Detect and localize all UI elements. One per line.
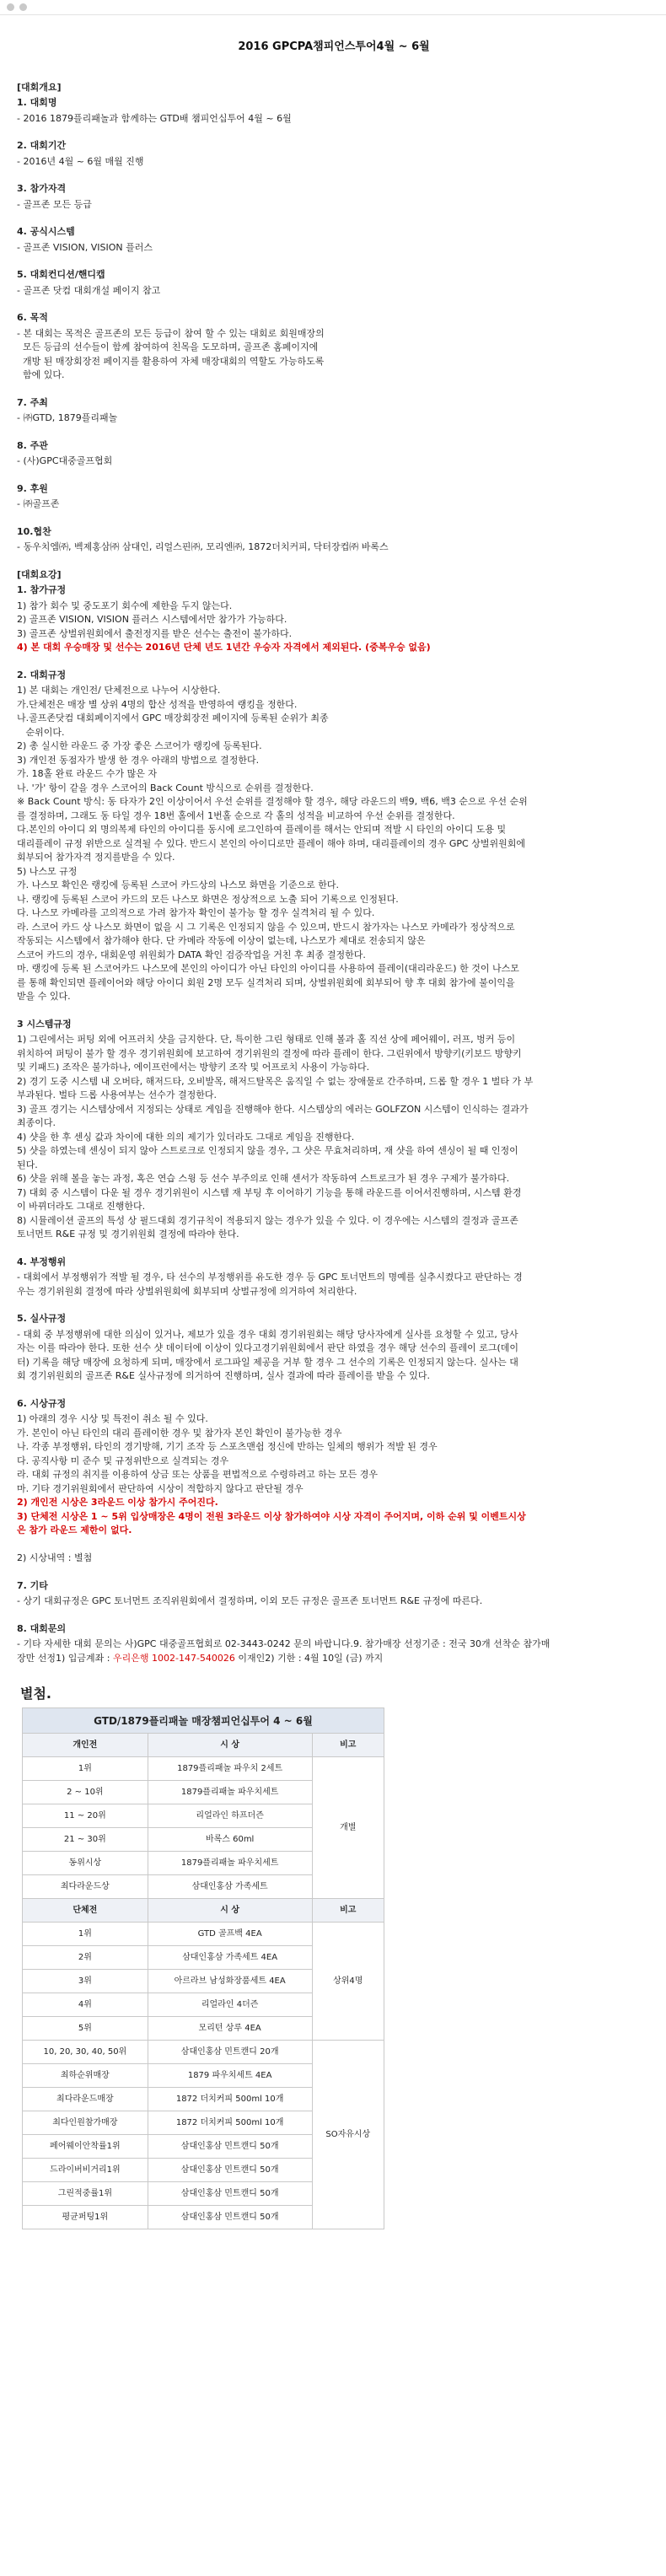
rank-cell: 2위 bbox=[23, 1946, 148, 1970]
text-line: 대리플레이 규정 위반으로 실격될 수 있다. 반드시 본인의 아이디로만 플레이 해야 하며, 대리플레이의 경우 GPC 상벌위원회에 bbox=[17, 837, 525, 849]
text-line: 나.골프존닷컴 대회페이지에서 GPC 매장회장전 페이지에 등록된 순위가 최종 bbox=[17, 713, 329, 723]
rank-cell: 3위 bbox=[23, 1970, 148, 1993]
section-lines bbox=[17, 454, 651, 469]
text-line: 터) 기록을 해당 매장에 요청하게 되며, 매장에서 로그파일 제공을 거부 할 경우 그 선수의 기록은 인정되지 않는다. 실사는 대 bbox=[17, 1356, 518, 1368]
text-line: 받을 수 있다. bbox=[17, 991, 71, 1002]
text-line: 나. 각종 부정행위, 타인의 경기방해, 기기 조작 등 스포츠맨쉽 정신에 반하는 일체의 행위가 적발 된 경우 bbox=[17, 1441, 438, 1452]
text-line: - 골프존 VISION, VISION 플러스 bbox=[17, 241, 153, 253]
prize-cell: 삼대인홍삼 민트캔디 50개 bbox=[148, 2206, 312, 2229]
highlight-line: 3) 단체전 시상은 1 ~ 5위 입상매장은 4명이 전원 3라운드 이상 참가하여야 시상 자격이 주어지며, 이하 순위 및 이벤트시상 bbox=[17, 1510, 526, 1522]
section-heading: 7. 기타 bbox=[17, 1579, 48, 1591]
rules-heading: [대회요강] bbox=[17, 568, 62, 580]
prize-cell: 1879플리패놀 파우치세트 bbox=[148, 1781, 312, 1804]
section-lines bbox=[17, 1033, 651, 1242]
text-line: - 2016년 4월 ~ 6월 매월 진행 bbox=[17, 155, 144, 167]
table-header-cell: 단체전 bbox=[23, 1899, 148, 1923]
text-line: - (사)GPC대중골프협회 bbox=[17, 455, 113, 466]
text-line: 우는 경기위원회 결정에 따라 상벌위원회에 회부되며 상벌규정에 의거하여 처리한다. bbox=[17, 1285, 357, 1297]
prize-cell: 모리턴 상루 4EA bbox=[148, 2017, 312, 2041]
prize-cell: 바록스 60ml bbox=[148, 1828, 312, 1852]
rank-cell: 11 ~ 20위 bbox=[23, 1804, 148, 1828]
text-line: 가. 18홀 완료 라운드 수가 많은 자 bbox=[17, 768, 157, 779]
text-line: - 골프존 닷컴 대회개설 페이지 참고 bbox=[17, 284, 161, 296]
section-heading: 4. 공식시스템 bbox=[17, 226, 75, 237]
table-header-cell: 비고 bbox=[312, 1899, 384, 1923]
text-line: 순위이다. bbox=[17, 726, 65, 738]
section-block bbox=[17, 96, 651, 126]
section-heading: 5. 실사규정 bbox=[17, 1313, 67, 1324]
text-line: 함에 있다. bbox=[17, 369, 65, 380]
section-lines bbox=[17, 327, 651, 383]
text-line: - 본 대회는 목적은 골프존의 모든 등급이 참여 할 수 있는 대회로 회원매장의 bbox=[17, 327, 325, 339]
rank-cell: 1위 bbox=[23, 1757, 148, 1781]
prize-cell: 삼대인홍삼 가족세트 bbox=[148, 1875, 312, 1899]
document-body bbox=[0, 15, 666, 2229]
text-line: 1) 참가 회수 및 중도포기 회수에 제한을 두지 않는다. bbox=[17, 600, 233, 611]
section-lines bbox=[17, 540, 651, 555]
rank-cell: 평균퍼팅1위 bbox=[23, 2206, 148, 2229]
table-row bbox=[23, 2041, 384, 2064]
section-block bbox=[17, 182, 651, 212]
prize-cell: 삼대인홍삼 민트캔디 20개 bbox=[148, 2041, 312, 2064]
note-cell: 개별 bbox=[312, 1757, 384, 1899]
text-line: 작동되는 시스템에서 참가해야 한다. 단 카메라 작동에 이상이 없는데, 나스모가 제대로 전송되지 않은 bbox=[17, 935, 426, 946]
section-block bbox=[17, 1579, 651, 1609]
text-line: 가. 나스모 확인은 랭킹에 등록된 스코어 카드상의 나스모 화면을 기준으로 한다. bbox=[17, 879, 339, 890]
text-line: 회 경기위원회의 골프존 R&E 실사규정에 의거하여 진행하며, 실사 결과에 따라 플레이를 받을 수 있다. bbox=[17, 1370, 431, 1381]
rank-cell: 드라이버비거리1위 bbox=[23, 2159, 148, 2182]
section-block bbox=[17, 396, 651, 426]
text-line: 마. 랭킹에 등록 된 스코어카드 나스모에 본인의 아이디가 아닌 타인의 아이디를 사용하여 플레이(대리라운드) 한 것이 나스모 bbox=[17, 963, 519, 974]
text-line: 1) 그린에서는 퍼팅 외에 어프러치 샷을 금지한다. 단, 특이한 그린 형태로 인해 볼과 홀 직선 상에 페어웨이, 러프, 벙커 등이 bbox=[17, 1034, 516, 1045]
table-header-row bbox=[23, 1899, 384, 1923]
section-heading: 5. 대회컨디션/핸디캡 bbox=[17, 269, 105, 280]
text-line: 회부되어 참가자격 정지를받을 수 있다. bbox=[17, 852, 175, 863]
section-lines bbox=[17, 155, 651, 169]
rank-cell: 페어웨이안착률1위 bbox=[23, 2135, 148, 2159]
prize-cell: 리얼라인 하프더즌 bbox=[148, 1804, 312, 1828]
section-lines bbox=[17, 241, 651, 255]
section-heading: 1. 대회명 bbox=[17, 97, 57, 108]
section-block bbox=[17, 1622, 651, 1666]
menu-icon bbox=[19, 3, 27, 11]
text-line: 장만 선정1) 입금계좌 : 우리은행 1002-147-540026 이재인2) 기한 : 4월 10일 (금) 까지 bbox=[17, 1652, 384, 1664]
section-heading: 4. 부정행위 bbox=[17, 1256, 67, 1267]
rank-cell: 4위 bbox=[23, 1993, 148, 2017]
section-heading: 2. 대회기간 bbox=[17, 140, 67, 151]
section-lines bbox=[17, 284, 651, 298]
text-line: 다. 공직사항 미 준수 및 규정위반으로 실격되는 경우 bbox=[17, 1455, 229, 1466]
section-block bbox=[17, 1256, 651, 1299]
section-heading: 6. 목적 bbox=[17, 312, 48, 323]
text-line: - 대회에서 부정행위가 적발 될 경우, 타 선수의 부정행위를 유도한 경우 등 GPC 토너먼트의 명예를 실추시켰다고 판단하는 경 bbox=[17, 1272, 523, 1283]
text-line: - 골프존 모든 등급 bbox=[17, 198, 92, 210]
text-line: 1) 본 대회는 개인전/ 단체전으로 나누어 시상한다. bbox=[17, 685, 221, 696]
text-line: 2) 골프존 VISION, VISION 플러스 시스템에서만 참가가 가능하다. bbox=[17, 614, 287, 625]
section-heading: 7. 주최 bbox=[17, 396, 48, 408]
prize-cell: 1879 파우치세트 4EA bbox=[148, 2064, 312, 2088]
text-line: 3) 개인전 동점자가 발생 한 경우 아래의 방법으로 결정한다. bbox=[17, 754, 260, 766]
section-block bbox=[17, 268, 651, 298]
section-block bbox=[17, 439, 651, 469]
text-line: 된다. bbox=[17, 1159, 38, 1170]
section-heading: 3 시스템규정 bbox=[17, 1018, 72, 1030]
rank-cell: 그린적중률1위 bbox=[23, 2182, 148, 2206]
section-block bbox=[17, 482, 651, 512]
rank-cell: 21 ~ 30위 bbox=[23, 1828, 148, 1852]
prize-cell: 1879플리패놀 파우치 2세트 bbox=[148, 1757, 312, 1781]
text-line: 7) 대회 중 시스템이 다운 될 경우 경기위원이 시스템 재 부팅 후 이어하기 기능을 통해 라운드를 이어서진행하며, 시스템 환경 bbox=[17, 1186, 522, 1198]
section-heading: 6. 시상규정 bbox=[17, 1397, 67, 1409]
note-cell: 상위4명 bbox=[312, 1923, 384, 2041]
text-line: 이 바뀌더라도 그대로 진행한다. bbox=[17, 1201, 146, 1212]
text-line: 4) 샷을 한 후 센싱 값과 차이에 대한 의의 제기가 있더라도 그대로 게임을 진행한다. bbox=[17, 1131, 355, 1143]
account-number: 우리은행 1002-147-540026 bbox=[113, 1652, 235, 1664]
section-heading: 3. 참가자격 bbox=[17, 183, 67, 194]
highlight-line: 은 참가 라운드 제한이 없다. bbox=[17, 1525, 132, 1535]
rank-cell: 1위 bbox=[23, 1923, 148, 1946]
text-line: ※ Back Count 방식: 동 타자가 2인 이상이어서 우선 순위를 결정해야 할 경우, 해당 라운드의 백9, 백6, 백3 순으로 우선 순위 bbox=[17, 796, 528, 807]
text-line: 2) 시상내역 : 별첨 bbox=[17, 1552, 93, 1563]
section-lines bbox=[17, 112, 651, 126]
section-lines bbox=[17, 600, 651, 655]
table-header-row bbox=[23, 1734, 384, 1757]
text-line: 가.단체전은 매장 별 상위 4명의 합산 성적을 반영하여 랭킹을 정한다. bbox=[17, 698, 298, 710]
section-block bbox=[17, 311, 651, 383]
section-lines bbox=[17, 198, 651, 212]
text-line: - 대회 중 부정행위에 대한 의심이 있거나, 제보가 있을 경우 대회 경기위원회는 해당 당사자에게 실사를 요청할 수 있고, 당사 bbox=[17, 1328, 518, 1340]
section-block bbox=[17, 139, 651, 169]
text-line: - 상기 대회규정은 GPC 토너먼트 조직위원회에서 결정하며, 이외 모든 규정은 골프존 토너먼트 R&E 규정에 따른다. bbox=[17, 1595, 483, 1606]
appendix-label: 별첨. bbox=[20, 1686, 51, 1702]
section-lines bbox=[17, 684, 651, 1004]
section-block bbox=[17, 225, 651, 255]
section-heading: 2. 대회규정 bbox=[17, 669, 67, 680]
section-lines bbox=[17, 1638, 651, 1665]
table-row bbox=[23, 1757, 384, 1781]
prize-cell: GTD 골프백 4EA bbox=[148, 1923, 312, 1946]
text-line: 2) 경기 도중 시스템 내 오버타, 해저드타, 오비발목, 해저드탈목은 움직일 수 없는 장애물로 간주하며, 드롭 할 경우 1 벌타 가 부 bbox=[17, 1075, 534, 1087]
rank-cell: 최하순위매장 bbox=[23, 2064, 148, 2088]
section-heading: 10.협찬 bbox=[17, 525, 51, 537]
text-line bbox=[17, 1538, 651, 1552]
section-lines bbox=[17, 1412, 651, 1566]
text-line: 8) 시뮬레이션 골프의 특성 상 필드대회 경기규칙이 적용되지 않는 경우가 있을 수 있다. 이 경우에는 시스템의 결정과 골프존 bbox=[17, 1214, 518, 1226]
text-line: 5) 나스모 규정 bbox=[17, 865, 78, 877]
text-line: 라. 스코어 카드 상 나스모 화면이 없을 시 그 기록은 인정되지 않을 수 있으며, 반드시 참가자는 나스모 카메라가 정상적으로 bbox=[17, 921, 515, 933]
text-line: 자는 이를 따라야 한다. 또한 선수 샷 데이터에 이상이 있다고경기위원회에서 판단 하였을 경우 해당 선수의 플레이 로그(데이 bbox=[17, 1342, 519, 1353]
highlight-line: 4) 본 대회 우승매장 및 선수는 2016년 단체 년도 1년간 우승자 자격에서 제외된다. (중복우승 없음) bbox=[17, 642, 431, 653]
section-lines bbox=[17, 497, 651, 512]
overview-section bbox=[17, 96, 651, 555]
highlight-line: 2) 개인전 시상은 3라운드 이상 참가시 주어진다. bbox=[17, 1497, 218, 1508]
prize-table-caption: GTD/1879플리패놀 매장챔피언십투어 4 ~ 6월 bbox=[23, 1708, 384, 1734]
section-lines bbox=[17, 411, 651, 426]
prize-cell: 1872 더치커피 500ml 10개 bbox=[148, 2111, 312, 2135]
section-lines bbox=[17, 1271, 651, 1299]
text-line: 를 통해 확인되면 플레이어와 해당 아이디 회원 2명 모두 실격처리 되며, 상벌위원회에 회부되어 향 후 대회 참가에 불이익을 bbox=[17, 976, 515, 988]
text-line: 나. 랭킹에 등록된 스코어 카드의 모든 나스모 화면은 정상적으로 노출 되어 기록으로 인정된다. bbox=[17, 893, 399, 905]
rank-cell: 5위 bbox=[23, 2017, 148, 2041]
rank-cell: 최다인원참가매장 bbox=[23, 2111, 148, 2135]
section-block bbox=[17, 525, 651, 555]
prize-table bbox=[22, 1707, 384, 2229]
table-header-cell: 개인전 bbox=[23, 1734, 148, 1757]
page-title: 2016 GPCPA챔피언스투어4월 ~ 6월 bbox=[238, 40, 430, 53]
text-line: 5) 샷을 하였는데 센싱이 되지 않아 스트로크로 인정되지 않을 경우, 그 샷은 무효처리하며, 재 샷을 하여 센싱이 될 때 인정이 bbox=[17, 1145, 518, 1156]
section-block bbox=[17, 583, 651, 655]
text-line: 3) 골프존 상벌위원회에서 출전정지를 받은 선수는 출전이 불가하다. bbox=[17, 627, 293, 639]
text-line: 및 키패드) 조작은 불가하나, 에이프런에서는 방향키 조작 및 어프로치 사용이 가능하다. bbox=[17, 1062, 370, 1073]
prize-cell: 리얼라인 4더즌 bbox=[148, 1993, 312, 2017]
rank-cell: 최다라운드상 bbox=[23, 1875, 148, 1899]
prize-cell: 삼대인홍삼 민트캔디 50개 bbox=[148, 2182, 312, 2206]
text-line: 다.본인의 아이디 외 명의복제 타인의 아이디를 동시에 로그인하여 플레이를 해서는 안되며 적발 시 타인의 아이디 도용 및 bbox=[17, 824, 507, 835]
rank-cell: 10, 20, 30, 40, 50위 bbox=[23, 2041, 148, 2064]
text-line: 3) 골프 경기는 시스템상에서 지정되는 상태로 게임을 진행해야 한다. 시스템상의 에러는 GOLFZON 시스템이 인식하는 결과가 bbox=[17, 1103, 529, 1115]
text-line: 개방 된 매장회장전 페이지를 활용하여 자체 매장대회의 역할도 가능하도록 bbox=[17, 355, 325, 367]
section-heading: 8. 주관 bbox=[17, 439, 48, 451]
text-line: - ㈜골프존 bbox=[17, 498, 60, 509]
section-heading: 1. 참가규정 bbox=[17, 584, 67, 595]
prize-cell: 삼대인홍삼 가족세트 4EA bbox=[148, 1946, 312, 1970]
rank-cell: 2 ~ 10위 bbox=[23, 1781, 148, 1804]
text-line: 토너먼트 R&E 규정 및 경기위원회 결정에 따라야 한다. bbox=[17, 1229, 239, 1240]
text-line: 를 결정하며, 그래도 동 타일 경우 18번 홀에서 1번홀 순으로 각 홀의 성적을 비교하여 우선 순위를 결정한다. bbox=[17, 809, 455, 821]
section-block bbox=[17, 669, 651, 1004]
prize-cell: 아르라브 남성화장품세트 4EA bbox=[148, 1970, 312, 1993]
text-line: 모든 등급의 선수들이 함께 참여하여 친목을 도모하며, 골프존 홈페이지에 bbox=[17, 341, 319, 352]
section-block bbox=[17, 1018, 651, 1242]
rank-cell: 최다라운드매장 bbox=[23, 2088, 148, 2111]
text-line: 위치하여 퍼팅이 불가 할 경우 경기위원회에 보고하여 경기위원의 결정에 따라 플레이 한다. 그린위에서 방향키(키보드 방향키 bbox=[17, 1047, 522, 1059]
text-line: 마. 기타 경기위원회에서 판단하여 시상이 적합하지 않다고 판단될 경우 bbox=[17, 1482, 303, 1494]
text-line: 다. 나스모 카메라를 고의적으로 가려 참가자 확인이 불가능 할 경우 실격처리 될 수 있다. bbox=[17, 907, 375, 918]
text-line: - ㈜GTD, 1879플리패놀 bbox=[17, 412, 118, 423]
prize-cell: 1879플리패놀 파우치세트 bbox=[148, 1852, 312, 1875]
text-line: 부과된다. 벌타 드롭 사용여부는 선수가 결정한다. bbox=[17, 1089, 217, 1100]
prize-cell: 1872 더치커피 500ml 10개 bbox=[148, 2088, 312, 2111]
prize-cell: 삼대인홍삼 민트캔디 50개 bbox=[148, 2159, 312, 2182]
text-line: 가. 본인이 아닌 타인의 대리 플레이한 경우 및 참가자 본인 확인이 불가능한 경우 bbox=[17, 1427, 342, 1439]
table-header-cell: 시 상 bbox=[148, 1734, 312, 1757]
text-line: 라. 대회 규정의 취지를 이용하여 상금 또는 상품을 편법적으로 수령하려고 하는 모든 경우 bbox=[17, 1469, 378, 1480]
text-line: 1) 아래의 경우 시상 및 특전이 취소 될 수 있다. bbox=[17, 1413, 208, 1424]
section-heading: 8. 대회문의 bbox=[17, 1622, 67, 1634]
text-line: 6) 샷을 위해 볼을 놓는 과정, 혹은 연습 스윙 등 선수 부주의로 인해 센서가 작동하여 스트로크가 된 경우 구제가 불가하다. bbox=[17, 1173, 510, 1184]
text-line: - 기타 자세한 대회 문의는 사)GPC 대중골프협회로 02-3443-0242 문의 바랍니다.9. 참가매장 선정기준 : 전국 30개 선착순 참가매 bbox=[17, 1638, 551, 1649]
section-lines bbox=[17, 1328, 651, 1384]
table-row bbox=[23, 1923, 384, 1946]
text-line: 스코어 카드의 경우, 대회운영 위원회가 DATA 확인 검증작업을 거친 후 최종 결정한다. bbox=[17, 949, 366, 960]
text-line: - 2016 1879플리패놀과 함께하는 GTD배 챔피언십투어 4월 ~ 6월 bbox=[17, 112, 292, 124]
table-header-cell: 비고 bbox=[312, 1734, 384, 1757]
text-line: - 동우치엠㈜, 벡제홍삼㈜ 삼대인, 리얼스핀㈜, 모리엔㈜, 1872더치커피, 닥터장컵㈜ 바록스 bbox=[17, 541, 389, 552]
note-cell: SO자유시상 bbox=[312, 2041, 384, 2229]
section-block bbox=[17, 1312, 651, 1384]
text-line: 최종이다. bbox=[17, 1117, 56, 1128]
overview-heading: [대회개요] bbox=[17, 81, 62, 93]
section-block bbox=[17, 1397, 651, 1566]
rules-section bbox=[17, 583, 651, 1665]
text-line: 나. '가' 항이 같을 경우 스코어의 Back Count 방식으로 순위를 결정한다. bbox=[17, 782, 314, 793]
rank-cell: 동위시상 bbox=[23, 1852, 148, 1875]
top-bar bbox=[0, 0, 666, 15]
text-line: 2) 총 실시한 라운드 중 가장 좋은 스코어가 랭킹에 등록된다. bbox=[17, 740, 262, 751]
favicon-icon bbox=[7, 3, 14, 11]
table-header-cell: 시 상 bbox=[148, 1899, 312, 1923]
section-lines bbox=[17, 1595, 651, 1609]
prize-cell: 삼대인홍삼 민트캔디 50개 bbox=[148, 2135, 312, 2159]
section-heading: 9. 후원 bbox=[17, 482, 48, 494]
